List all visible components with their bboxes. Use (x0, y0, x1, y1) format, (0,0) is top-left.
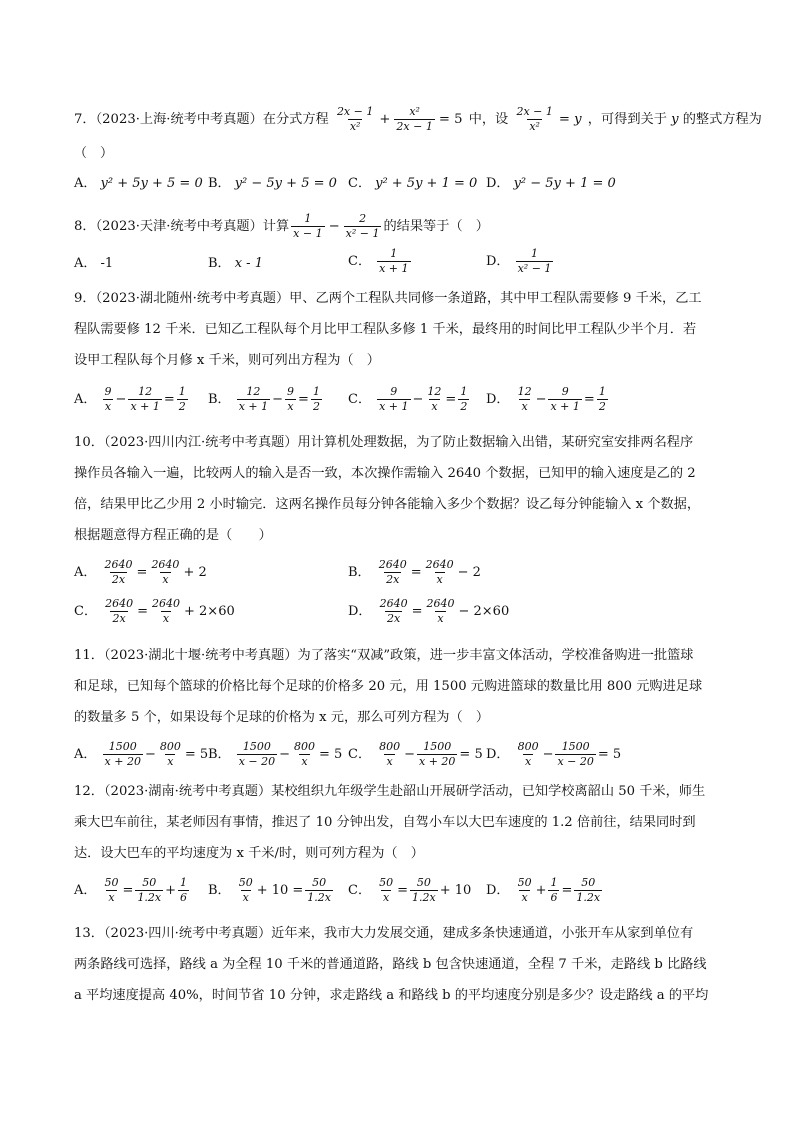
q7-stem: 7．（2023·上海·统考中考真题）在分式方程 (74, 112, 329, 127)
q10-line4: 根据题意得方程正确的是（ ） (74, 528, 272, 543)
q10-option-a: A． $\frac{2640}{2x}$ = $\frac{2640}{x}$ + 2 (74, 558, 207, 586)
q8-stem: 8．（2023·天津·统考中考真题）计算 (74, 219, 290, 234)
question-7: 7．（2023·上海·统考中考真题）在分式方程 $\frac{2x - 1}{\text{x²}}$ + $\frac{\text{x²}}{2x - 1}$ = 5 中，设 $\frac{2x - 1}{\text{x²}}$ = y ，可得到关于 y 的整式方程为 (74, 105, 762, 133)
q7-frac-2: $\frac{\text{x²}}{2x - 1}$ (396, 105, 433, 133)
q8-option-a: A． -1 (74, 256, 114, 271)
q7-frac-3: $\frac{2x - 1}{\text{x²}}$ (516, 105, 553, 133)
q7-line2: （ ） (74, 146, 114, 161)
q10-line1: 10．（2023·四川内江·统考中考真题）用计算机处理数据，为了防止数据输入出错，某研究室安排两名程序 (74, 435, 694, 450)
q7-stem-mid1: 中，设 (468, 112, 509, 127)
q11-line2: 和足球，已知每个篮球的价格比每个足球的价格多 20 元，用 1500 元购进篮球的数量比用 800 元购进足球 (74, 679, 703, 694)
q9-line3: 设甲工程队每个月修 x 千米，则可列出方程为（ ） (74, 353, 380, 368)
q7-option-d: D． y² − 5y + 1 = 0 (486, 176, 616, 191)
q12-line3: 达．设大巴车的平均速度为 x 千米/时，则可列方程为（ ） (74, 846, 424, 861)
q11-line1: 11．（2023·湖北十堰·统考中考真题）为了落实“双减”政策，进一步丰富文体活动，学校准备购进一批篮球 (74, 648, 694, 663)
q10-option-c: C． $\frac{2640}{2x}$ = $\frac{2640}{x}$ + 2×60 (74, 597, 235, 625)
q9-line2: 程队需要修 12 千米．已知乙工程队每个月比甲工程队多修 1 千米，最终用的时间比甲工程队少半个月．若 (74, 322, 697, 337)
q13-line2: 两条路线可选择，路线 a 为全程 10 千米的普通道路，路线 b 包含快速通道，全程 7 千米，走路线 b 比路线 (74, 957, 707, 972)
q12-option-c: C． $\frac{50}{x}$ = $\frac{50}{1.2x}$ + 10 (348, 876, 472, 904)
q8-frac-1: $\frac{1}{x - 1}$ (293, 212, 323, 240)
q12-option-d: D． $\frac{50}{x}$ + $\frac{1}{6}$ = $\frac{50}{1.2x}$ (486, 876, 601, 904)
q11-option-d: D． $\frac{800}{x}$ − $\frac{1500}{x - 20}$ = 5 (486, 740, 622, 768)
q8-stem-tail: 的结果等于（ ） (383, 219, 489, 234)
q7-stem-mid2: ，可得到关于 (587, 112, 667, 127)
q12-option-a: A． $\frac{50}{x}$ = $\frac{50}{1.2x}$ + $\frac{1}{6}$ (74, 876, 188, 904)
q11-line3: 的数量多 5 个，如果设每个足球的价格为 x 元，那么可列方程为（ ） (74, 710, 490, 725)
q7-option-a: A． y² + 5y + 5 = 0 (74, 176, 203, 191)
q12-line1: 12．（2023·湖南·统考中考真题）某校组织九年级学生赴韶山开展研学活动，已知学校离韶山 50 千米，师生 (74, 784, 706, 799)
q8-frac-2: $\frac{2}{\text{x² − 1}}$ (345, 212, 380, 240)
q10-line2: 操作员各输入一遍，比较两人的输入是否一致，本次操作需输入 2640 个数据，已知甲的输入速度是乙的 2 (74, 466, 696, 481)
q10-option-b: B． $\frac{2640}{2x}$ = $\frac{2640}{x}$ − 2 (348, 558, 481, 586)
q11-option-a: A． $\frac{1500}{x + 20}$ − $\frac{800}{x}$ = 5 (74, 740, 209, 768)
q12-option-b: B． $\frac{50}{x}$ + 10 = $\frac{50}{1.2x}$ (208, 876, 331, 904)
q11-option-b: B． $\frac{1500}{x - 20}$ − $\frac{800}{x}$ = 5 (208, 740, 343, 768)
q8-option-d: D． $\frac{1}{\text{x² − 1}}$ (486, 247, 552, 275)
q9-option-c: C． $\frac{9}{x + 1}$ − $\frac{12}{x}$ = $\frac{1}{2}$ (348, 385, 468, 413)
q13-line3: a 平均速度提高 40%，时间节省 10 分钟，求走路线 a 和路线 b 的平均速度分别是多少？设走路线 a 的平均 (74, 988, 709, 1003)
q8-option-b: B． x - 1 (208, 256, 263, 271)
q9-option-d: D． $\frac{12}{x}$ − $\frac{9}{x + 1}$ = $\frac{1}{2}$ (486, 385, 606, 413)
q11-option-c: C． $\frac{800}{x}$ − $\frac{1500}{x + 20}$ = 5 (348, 740, 483, 768)
q10-line3: 倍，结果甲比乙少用 2 小时输完．这两名操作员每分钟各能输入多少个数据？设乙每分钟能输入 x 个数据， (74, 497, 701, 512)
q8-option-c: C． $\frac{1}{x + 1}$ (348, 247, 409, 275)
q9-line1: 9．（2023·湖北随州·统考中考真题）甲、乙两个工程队共同修一条道路，其中甲工程队需要修 9 千米，乙工 (74, 291, 702, 306)
q7-stem-tail: 的整式方程为 (682, 112, 762, 127)
q7-frac-1: $\frac{2x - 1}{\text{x²}}$ (336, 105, 374, 133)
question-8: 8．（2023·天津·统考中考真题）计算 $\frac{1}{x - 1}$ − $\frac{2}{\text{x² − 1}}$ 的结果等于（ ） (74, 212, 489, 240)
q9-option-a: A． $\frac{9}{x}$ − $\frac{12}{x + 1}$ = $\frac{1}{2}$ (74, 385, 186, 413)
q10-option-d: D． $\frac{2640}{2x}$ = $\frac{2640}{x}$ − 2×60 (348, 597, 510, 625)
q9-option-b: B． $\frac{12}{x + 1}$ − $\frac{9}{x}$ = $\frac{1}{2}$ (208, 385, 320, 413)
q13-line1: 13．（2023·四川·统考中考真题）近年来，我市大力发展交通，建成多条快速通道，小张开车从家到单位有 (74, 926, 694, 941)
q12-line2: 乘大巴车前往，某老师因有事情，推迟了 10 分钟出发，自驾小车以大巴车速度的 1.2 倍前往，结果同时到 (74, 815, 696, 830)
q7-option-b: B． y² − 5y + 5 = 0 (208, 176, 337, 191)
q7-option-c: C． y² + 5y + 1 = 0 (348, 176, 478, 191)
